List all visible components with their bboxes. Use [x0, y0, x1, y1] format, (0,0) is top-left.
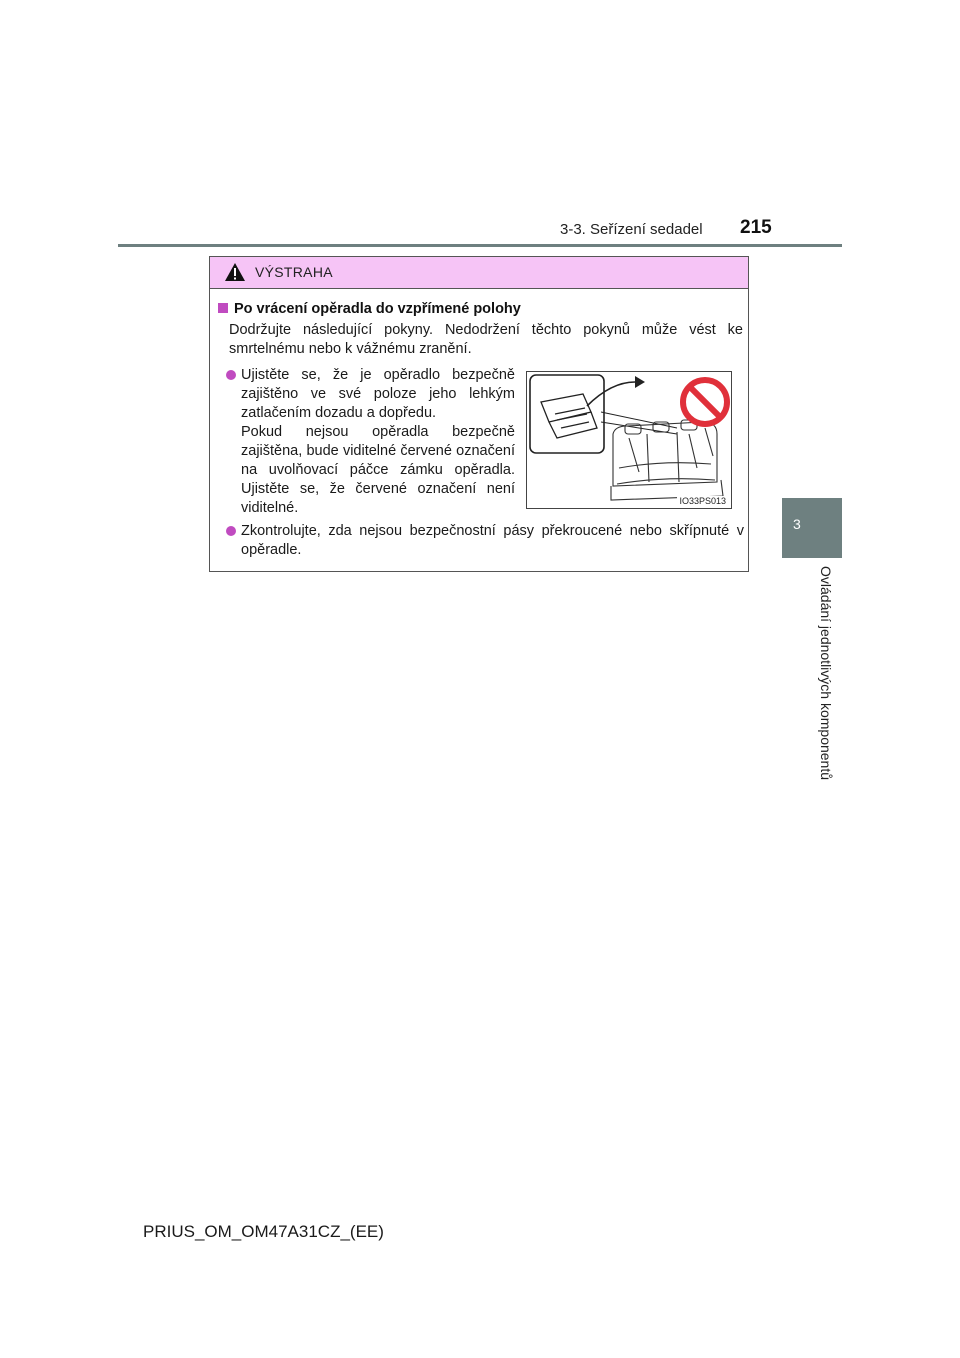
section-title: 3-3. Seřízení sedadel: [560, 221, 703, 238]
square-bullet-icon: [218, 303, 228, 313]
rear-seat-illustration-icon: [527, 372, 731, 508]
warning-item-1-line2: Pokud nejsou opěradla bezpečně zajištěna, bude viditelné červené označení na uvolňovací páčce zámku opěradla. Ujistěte se, že červené označení není viditelné.: [241, 424, 515, 516]
chapter-tab[interactable]: [782, 498, 842, 558]
seat-illustration: [526, 371, 732, 509]
page-number: 215: [740, 217, 772, 238]
document-code: PRIUS_OM_OM47A31CZ_(EE): [143, 1222, 384, 1241]
warning-heading: [218, 301, 521, 317]
warning-triangle-icon: [224, 262, 246, 282]
illustration-code: IO33PS013: [679, 496, 726, 506]
warning-header: [210, 257, 748, 289]
warning-item-1: [241, 366, 515, 518]
warning-box: [209, 256, 749, 572]
bullet-dot-icon: [226, 370, 236, 380]
header-rule: [118, 244, 842, 247]
warning-item-1-line1: Ujistěte se, že je opěradlo bezpečně zajištěno ve své poloze jeho lehkým zatlačením dozadu a dopředu.: [241, 367, 515, 421]
warning-heading-text: Po vrácení opěradla do vzpřímené polohy: [234, 301, 521, 317]
warning-intro: Dodržujte následující pokyny. Nedodržení těchto pokynů může vést ke smrtelnému nebo k vážnému zranění.: [229, 322, 743, 357]
chapter-number: 3: [793, 516, 801, 532]
warning-item-2: Zkontrolujte, zda nejsou bezpečnostní pásy překroucené nebo skřípnuté v opěradle.: [241, 523, 744, 558]
chapter-title: Ovládání jednotlivých komponentů: [818, 566, 834, 781]
bullet-dot-icon: [226, 526, 236, 536]
warning-title: VÝSTRAHA: [255, 264, 333, 280]
